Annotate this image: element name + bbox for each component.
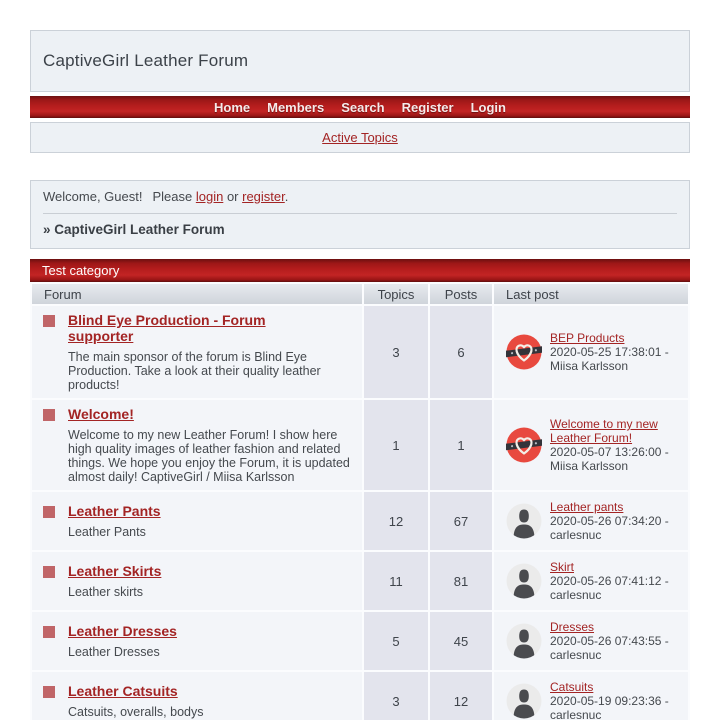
active-topics-bar [30, 122, 690, 153]
site-header [30, 30, 690, 92]
column-header-forum: Forum [32, 284, 362, 304]
last-post-cell [494, 612, 688, 670]
table-row [32, 400, 688, 490]
welcome-period: . [284, 189, 289, 204]
unread-forum-icon [43, 315, 55, 327]
topics-count: 5 [364, 612, 428, 670]
last-post-date: 2020-05-19 09:23:36 - [550, 694, 669, 708]
last-post-date: 2020-05-26 07:34:20 - [550, 514, 669, 528]
nav-item-members[interactable]: Members [267, 99, 325, 115]
unread-forum-icon [43, 686, 55, 698]
default-avatar [506, 683, 542, 719]
topics-count: 12 [364, 492, 428, 550]
welcome-please: Please [152, 189, 193, 204]
last-post-cell [494, 306, 688, 398]
column-header-topics: Topics [364, 284, 428, 304]
last-post-link[interactable]: Leather pants [550, 500, 624, 514]
breadcrumb-arrow-icon: » [43, 222, 51, 237]
last-post-link[interactable]: Catsuits [550, 680, 594, 694]
last-post-author: Miisa Karlsson [550, 459, 629, 473]
heart-collar-avatar [506, 334, 542, 370]
column-header-posts: Posts [430, 284, 492, 304]
last-post-link[interactable]: Dresses [550, 620, 595, 634]
last-post-author: carlesnuc [550, 588, 602, 602]
login-link[interactable]: login [195, 189, 224, 204]
breadcrumb-label: CaptiveGirl Leather Forum [54, 222, 225, 237]
default-avatar [506, 623, 542, 659]
nav-item-search[interactable]: Search [341, 99, 385, 115]
forum-table [30, 282, 690, 720]
last-post-author: Miisa Karlsson [550, 359, 629, 373]
forum-cell [32, 400, 362, 490]
last-post-date: 2020-05-07 13:26:00 - [550, 445, 669, 459]
last-post-author: carlesnuc [550, 528, 602, 542]
topics-count: 1 [364, 400, 428, 490]
forum-description: Catsuits, overalls, bodys [68, 705, 204, 719]
posts-count: 12 [430, 672, 492, 720]
nav-item-register[interactable]: Register [401, 99, 454, 115]
forum-cell [32, 492, 362, 550]
unread-forum-icon [43, 566, 55, 578]
table-row [32, 552, 688, 610]
forum-description: The main sponsor of the forum is Blind Eye Production. Take a look at their quality leather products! [68, 350, 321, 392]
default-avatar [506, 563, 542, 599]
topics-count: 3 [364, 672, 428, 720]
last-post-cell [494, 492, 688, 550]
table-row [32, 492, 688, 550]
nav-item-login[interactable]: Login [470, 99, 506, 115]
forum-description: Welcome to my new Leather Forum! I show here high quality images of leather fashion and related things. We hope you enjoy the Forum, it is updated almost daily! CaptiveGirl / Miisa Karlsson [68, 428, 350, 484]
last-post-author: carlesnuc [550, 708, 602, 720]
last-post-date: 2020-05-26 07:43:55 - [550, 634, 669, 648]
welcome-message [43, 189, 677, 205]
last-post-cell [494, 400, 688, 490]
last-post-date: 2020-05-26 07:41:12 - [550, 574, 669, 588]
column-header-lastpost: Last post [494, 284, 688, 304]
active-topics-link[interactable]: Active Topics [322, 130, 398, 145]
category-block [30, 259, 690, 720]
posts-count: 81 [430, 552, 492, 610]
forum-link[interactable]: Leather Dresses [68, 623, 177, 639]
last-post-cell [494, 552, 688, 610]
unread-forum-icon [43, 409, 55, 421]
main-nav [30, 96, 690, 118]
forum-cell [32, 306, 362, 398]
topics-count: 11 [364, 552, 428, 610]
forum-link[interactable]: Leather Pants [68, 503, 161, 519]
forum-cell [32, 672, 362, 720]
forum-link[interactable]: Welcome! [68, 406, 134, 422]
forum-cell [32, 552, 362, 610]
forum-link[interactable]: Leather Skirts [68, 563, 162, 579]
forum-link[interactable]: Blind Eye Production - Forum supporter [68, 312, 266, 344]
posts-count: 6 [430, 306, 492, 398]
unread-forum-icon [43, 506, 55, 518]
welcome-divider [43, 213, 677, 214]
posts-count: 45 [430, 612, 492, 670]
welcome-box [30, 180, 690, 249]
welcome-or: or [226, 189, 239, 204]
posts-count: 67 [430, 492, 492, 550]
forum-description: Leather skirts [68, 585, 144, 599]
last-post-date: 2020-05-25 17:38:01 - [550, 345, 669, 359]
forum-link[interactable]: Leather Catsuits [68, 683, 178, 699]
forum-table-body [32, 306, 688, 720]
last-post-link[interactable]: Welcome to my new Leather Forum! [550, 417, 658, 445]
welcome-greeting: Welcome, Guest! [43, 189, 143, 204]
table-row [32, 672, 688, 720]
heart-collar-avatar [506, 427, 542, 463]
last-post-link[interactable]: BEP Products [550, 331, 625, 345]
register-link[interactable]: register [242, 189, 285, 204]
table-header-row [32, 284, 688, 304]
unread-forum-icon [43, 626, 55, 638]
category-title-bar: Test category [30, 259, 690, 282]
nav-item-home[interactable]: Home [214, 99, 251, 115]
breadcrumb [43, 222, 677, 238]
topics-count: 3 [364, 306, 428, 398]
forum-description: Leather Dresses [68, 645, 160, 659]
default-avatar [506, 503, 542, 539]
forum-cell [32, 612, 362, 670]
posts-count: 1 [430, 400, 492, 490]
forum-description: Leather Pants [68, 525, 146, 539]
last-post-author: carlesnuc [550, 648, 602, 662]
last-post-cell [494, 672, 688, 720]
last-post-link[interactable]: Skirt [550, 560, 574, 574]
page-title: CaptiveGirl Leather Forum [43, 51, 249, 70]
table-row [32, 612, 688, 670]
table-row [32, 306, 688, 398]
